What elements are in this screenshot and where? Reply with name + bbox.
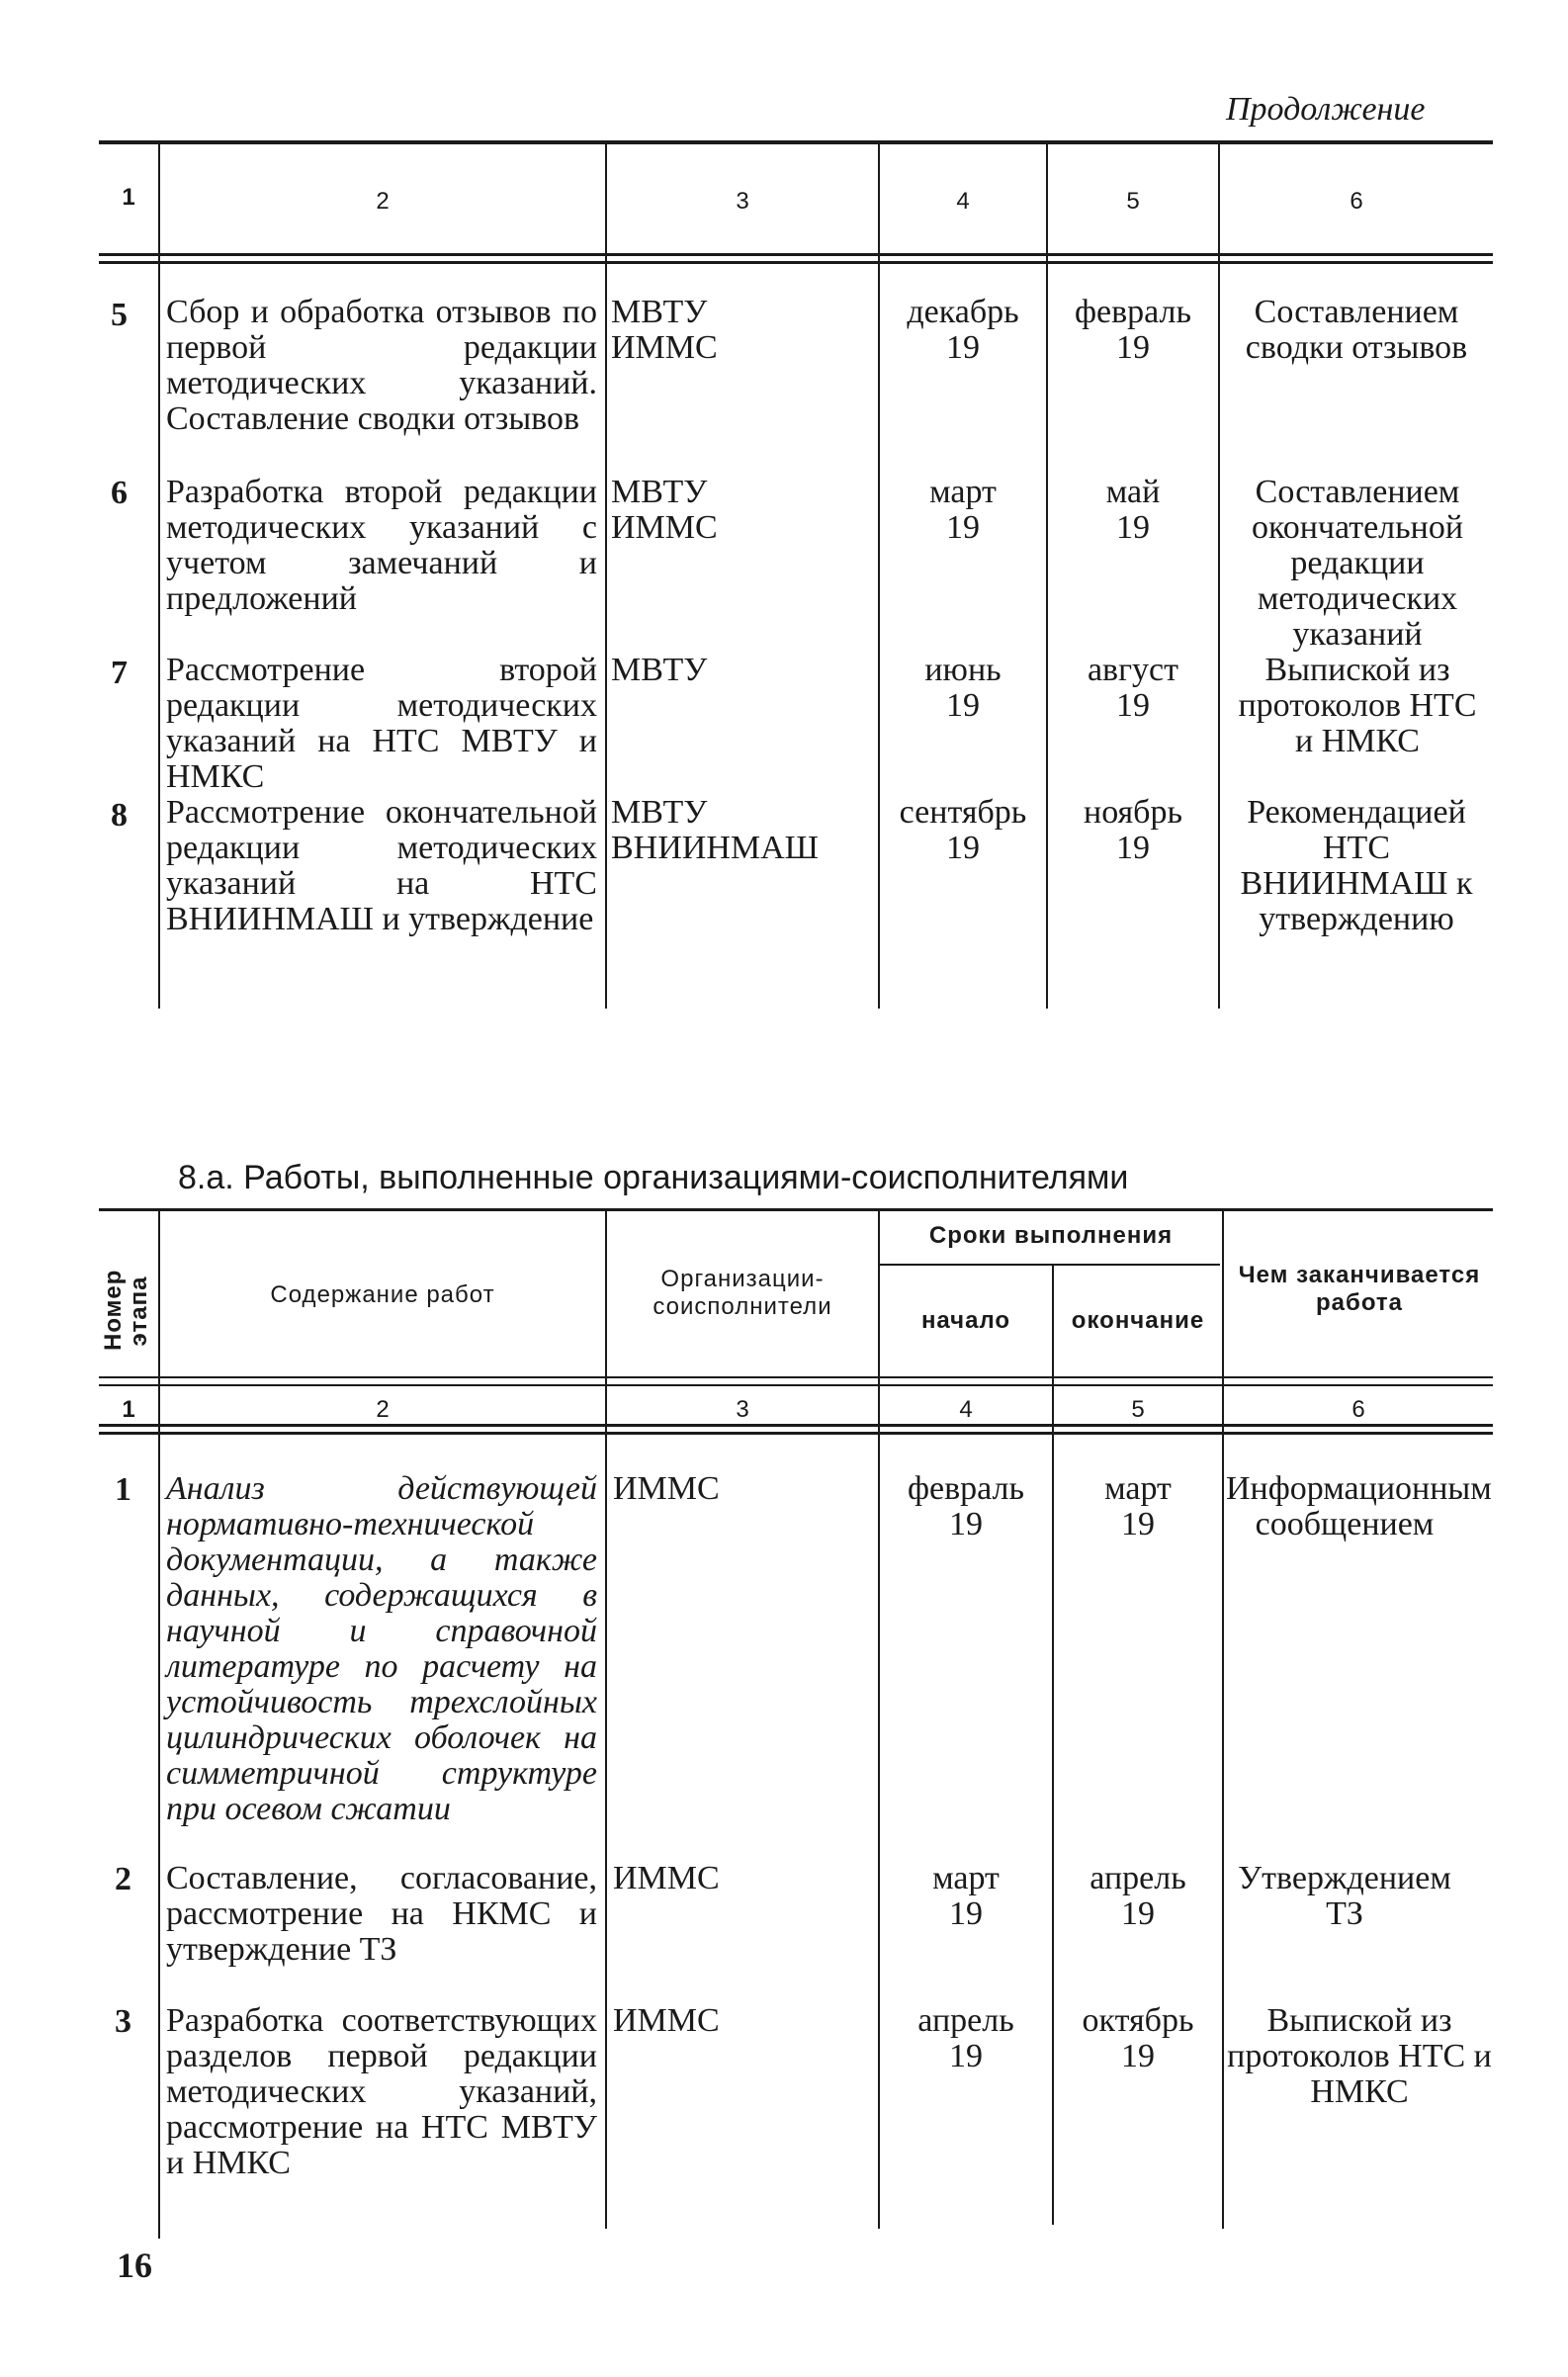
work-content: Анализ действующей нормативно-технической документации, а также данных, содержащихся в научной и справочной литературе по расчету на устойчивость трехслойных цилиндрических оболочек на симметричной структуре при осевом сжатии — [166, 1470, 597, 1827]
stage-number: 6 — [111, 475, 128, 511]
stage-number: 2 — [115, 1861, 131, 1897]
work-content: Разработка второй редакции методических указаний с учетом замечаний и предложений — [166, 474, 597, 617]
col-number-1: 1 — [122, 1396, 135, 1423]
stage-number: 7 — [111, 655, 128, 691]
col-number-5: 5 — [1126, 188, 1140, 215]
work-content: Рассмотрение второй редакции методических указаний на НТС МВТУ и НМКС — [166, 652, 597, 795]
section-title: 8.а. Работы, выполненные организациями-соисполнителями — [178, 1159, 1129, 1196]
end-date: ноябрь 19 — [1084, 794, 1182, 866]
start-date: июнь 19 — [924, 652, 1002, 724]
end-date: март 19 — [1104, 1470, 1172, 1542]
result: Составлением окончательной редакции методических указаний — [1251, 474, 1464, 653]
start-date: апрель 19 — [917, 2002, 1014, 2074]
col-number-2: 2 — [376, 188, 390, 215]
header-start: начало — [920, 1307, 1011, 1334]
start-date: март 19 — [929, 474, 997, 546]
organization: МВТУ ИММС — [611, 474, 718, 546]
col-number-2: 2 — [376, 1396, 390, 1423]
col-number-4: 4 — [959, 1396, 973, 1423]
end-date: август 19 — [1087, 652, 1179, 724]
result: Утверждением ТЗ — [1238, 1860, 1451, 1932]
col-number-6: 6 — [1350, 188, 1363, 215]
organization: ИММС — [613, 1470, 720, 1507]
page-number: 16 — [117, 2245, 152, 2285]
work-content: Разработка соответствующих разделов первой редакции методических указаний, рассмотрение на НТС МВТУ и НМКС — [166, 2002, 597, 2181]
stage-number: 5 — [111, 297, 128, 333]
header-end: окончание — [1071, 1307, 1205, 1334]
work-content: Составление, согласование, рассмотрение на НКМС и утверждение ТЗ — [166, 1860, 597, 1968]
result: Рекомендацией НТС ВНИИНМАШ к утверждению — [1240, 794, 1473, 937]
stage-number: 1 — [115, 1471, 131, 1508]
result: Выпиской из протоколов НТС и НМКС — [1227, 2002, 1492, 2110]
organization: МВТУ — [611, 652, 708, 688]
stage-number: 8 — [111, 797, 128, 834]
header-content: Содержание работ — [270, 1281, 495, 1308]
result: Информационным сообщением — [1226, 1470, 1492, 1542]
end-date: май 19 — [1105, 474, 1161, 546]
work-content: Рассмотрение окончательной редакции методических указаний на НТС ВНИИНМАШ и утверждение — [166, 794, 597, 937]
organization: ИММС — [613, 2002, 720, 2039]
end-date: октябрь 19 — [1082, 2002, 1194, 2074]
header-result: Чем заканчивается работа — [1238, 1262, 1481, 1316]
col-number-3: 3 — [736, 1396, 749, 1423]
header-organizations: Организации-соисполнители — [653, 1266, 832, 1320]
col-number-6: 6 — [1351, 1396, 1365, 1423]
organization: ИММС — [613, 1860, 720, 1896]
start-date: февраль 19 — [907, 1470, 1025, 1542]
col-number-1: 1 — [122, 184, 135, 211]
continuation-label: Продолжение — [1226, 91, 1426, 128]
header-deadlines: Сроки выполнения — [928, 1222, 1174, 1249]
end-date: апрель 19 — [1089, 1860, 1186, 1932]
col-number-3: 3 — [736, 188, 749, 215]
result: Составлением сводки отзывов — [1245, 294, 1468, 366]
end-date: февраль 19 — [1074, 294, 1192, 366]
result: Выпиской из протоколов НТС и НМКС — [1238, 652, 1477, 759]
work-content: Сбор и обработка отзывов по первой редакции методических указаний. Составление сводки отзывов — [166, 294, 597, 437]
col-number-5: 5 — [1131, 1396, 1145, 1423]
start-date: декабрь 19 — [907, 294, 1019, 366]
header-stage-number: Номер этапа — [100, 1269, 152, 1351]
col-number-4: 4 — [956, 188, 970, 215]
stage-number: 3 — [115, 2003, 131, 2040]
organization: МВТУ ИММС — [611, 294, 718, 366]
start-date: сентябрь 19 — [899, 794, 1027, 866]
start-date: март 19 — [932, 1860, 1000, 1932]
organization: МВТУ ВНИИНМАШ — [611, 794, 819, 866]
